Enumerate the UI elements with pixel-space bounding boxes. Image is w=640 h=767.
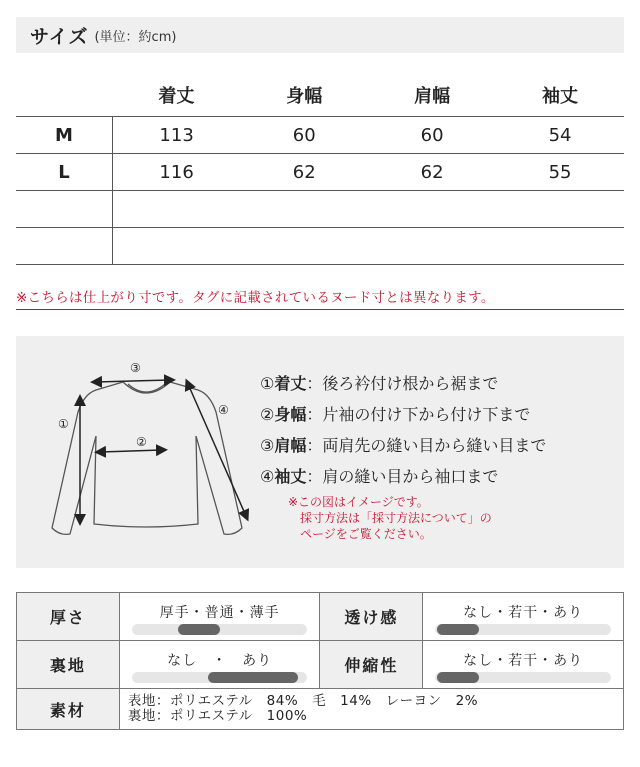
material-value: 表地：ポリエステル 84% 毛 14% レーヨン 2% 裏地：ポリエステル 100% [119,689,623,730]
material-label: 素材 [17,689,120,730]
marker-4: ④ [218,403,229,417]
diagram-note: ※この図はイメージです。 採寸方法は「採寸方法について」の ページをご覧ください。 [288,495,492,541]
thickness-label: 厚さ [17,593,120,641]
table-row [17,593,624,641]
table-row [17,641,624,689]
table-cell: 54 [496,117,624,154]
table-cell [112,228,240,265]
lining-indicator [208,672,298,683]
fabric-spec-table [16,592,624,730]
legend-item: ①着丈：後ろ衿付け根から裾まで [260,374,499,393]
finished-size-note: ※こちらは仕上がり寸です。タグに記載されているヌード寸とは異なります。 [16,290,495,306]
table-cell: 55 [496,154,624,191]
size-label: M [16,117,112,154]
table-cell: 60 [368,117,496,154]
shirt-diagram [28,352,258,552]
marker-1: ① [58,417,69,431]
table-row [16,117,624,154]
table-cell [112,191,240,228]
thickness-scale: 厚手・普通・薄手 [119,593,320,641]
size-label [16,191,112,228]
legend-item: ③肩幅：両肩先の縫い目から縫い目まで [260,436,547,455]
table-cell: 62 [240,154,368,191]
header-blank [16,74,112,117]
unit-label: (単位：約cm) [94,29,177,45]
column-header: 肩幅 [414,86,451,107]
table-cell: 62 [368,154,496,191]
table-cell: 116 [112,154,240,191]
size-table [16,74,624,265]
table-header-row [16,74,624,117]
table-cell [240,228,368,265]
lining-scale: なし ・ あり [119,641,320,689]
table-cell [496,191,624,228]
table-row [16,191,624,228]
legend-item: ④袖丈：肩の縫い目から袖口まで [260,467,499,486]
stretch-indicator [437,672,479,683]
table-row [16,228,624,265]
size-label: L [16,154,112,191]
stretch-label: 伸縮性 [320,641,423,689]
transparency-scale: なし・若干・あり [423,593,624,641]
measurement-legend [260,368,546,492]
table-cell [240,191,368,228]
table-cell [368,228,496,265]
stretch-scale: なし・若干・あり [423,641,624,689]
marker-3: ③ [130,361,141,375]
legend-item: ②身幅：片袖の付け下から付け下まで [260,405,531,424]
size-header [16,17,624,53]
column-header: 着丈 [158,86,195,107]
table-row [17,689,624,730]
table-cell: 113 [112,117,240,154]
column-header: 身幅 [286,86,323,107]
note-underline [16,309,624,310]
measurement-diagram [16,336,624,568]
transparency-indicator [437,624,479,635]
table-cell [368,191,496,228]
table-cell [496,228,624,265]
lining-label: 裏地 [17,641,120,689]
thickness-indicator [178,624,220,635]
size-label [16,228,112,265]
section-title: サイズ [30,25,89,48]
marker-2: ② [136,435,147,449]
table-cell: 60 [240,117,368,154]
table-row [16,154,624,191]
transparency-label: 透け感 [320,593,423,641]
column-header: 袖丈 [542,86,579,107]
